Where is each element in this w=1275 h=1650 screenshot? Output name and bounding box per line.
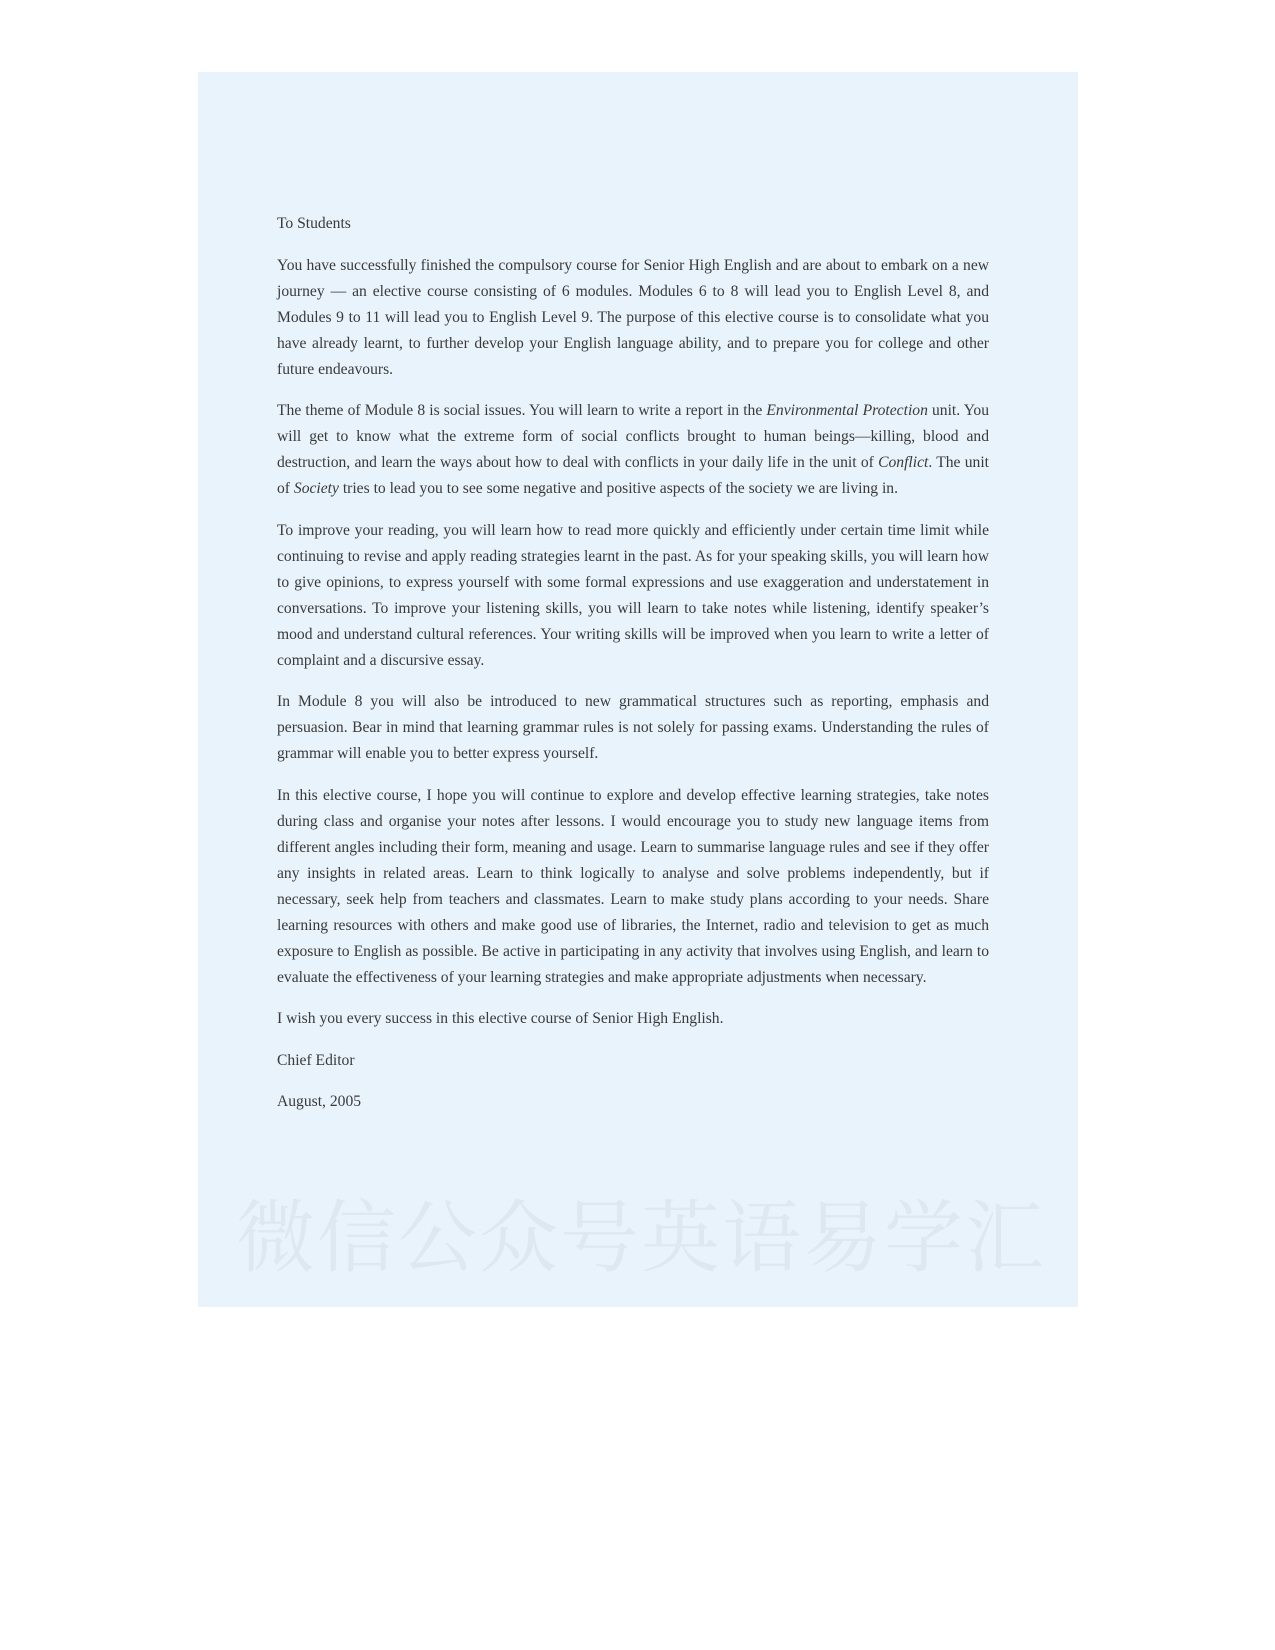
paragraph-strategies: In this elective course, I hope you will continue to explore and develop effective learning strategies, take notes during class and organise your notes after lessons. I would encourage you to study new language items from different angles including their form, meaning and usage. Learn to summarise language rules and see if they offer any insights in related areas. Learn to think logically to analyse and solve problems independently, but if necessary, seek help from teachers and classmates. Learn to make study plans according to your needs. Share learning resources with others and make good use of libraries, the Internet, radio and television to get as much exposure to English as possible. Be active in participating in any activity that involves using English, and learn to evaluate the effectiveness of your learning strategies and make appropriate adjustments when necessary.	[277, 786, 989, 986]
paragraph-theme-text-b: unit. You will get to know what the extreme form of social conflicts brought to human beings—killing, blood and destruction, and learn the ways about how to deal with conflicts in your daily life in the unit of	[277, 402, 990, 471]
unit-title-conflict: Conflict	[878, 454, 929, 471]
paragraph-skills: To improve your reading, you will learn how to read more quickly and efficiently under certain time limit while continuing to revise and apply reading strategies learnt in the past. As for your speaking skills, you will learn how to give opinions, to express yourself with some formal expressions and use exaggeration and understatement in conversations. To improve your listening skills, you will learn to take notes while listening, identify speaker’s mood and understand cultural references. Your writing skills will be improved when you learn to write a letter of complaint and a discursive essay.	[277, 521, 989, 669]
paragraph-theme-text-a: The theme of Module 8 is social issues. You will learn to write a report in the	[277, 402, 767, 419]
paragraph-theme	[277, 398, 989, 502]
unit-title-society: Society	[293, 480, 339, 497]
paragraph-grammar: In Module 8 you will also be introduced to new grammatical structures such as reporting, emphasis and persuasion. Bear in mind that learning grammar rules is not solely for passing exams. Understanding the rules of grammar will enable you to better express yourself.	[277, 693, 989, 762]
watermark-text: 微信公众号英语易学汇	[236, 1192, 1046, 1284]
letter-date: August, 2005	[277, 1093, 362, 1110]
paragraph-theme-text-c: . The unit of	[277, 454, 990, 497]
paragraph-intro: You have successfully finished the compulsory course for Senior High English and are about to embark on a new journey — an elective course consisting of 6 modules. Modules 6 to 8 will lead you to English Level 8, and Modules 9 to 11 will lead you to English Level 9. The purpose of this elective course is to consolidate what you have already learnt, to further develop your English language ability, and to prepare you for college and other future endeavours.	[277, 256, 989, 378]
closing-line: I wish you every success in this elective course of Senior High English.	[277, 1010, 724, 1027]
letter-body	[277, 211, 989, 1131]
signature: Chief Editor	[277, 1051, 355, 1069]
salutation: To Students	[277, 215, 351, 232]
paragraph-theme-text-d: tries to lead you to see some negative and positive aspects of the society we are living in.	[338, 480, 898, 497]
unit-title-environmental-protection: Environmental Protection	[766, 402, 928, 419]
